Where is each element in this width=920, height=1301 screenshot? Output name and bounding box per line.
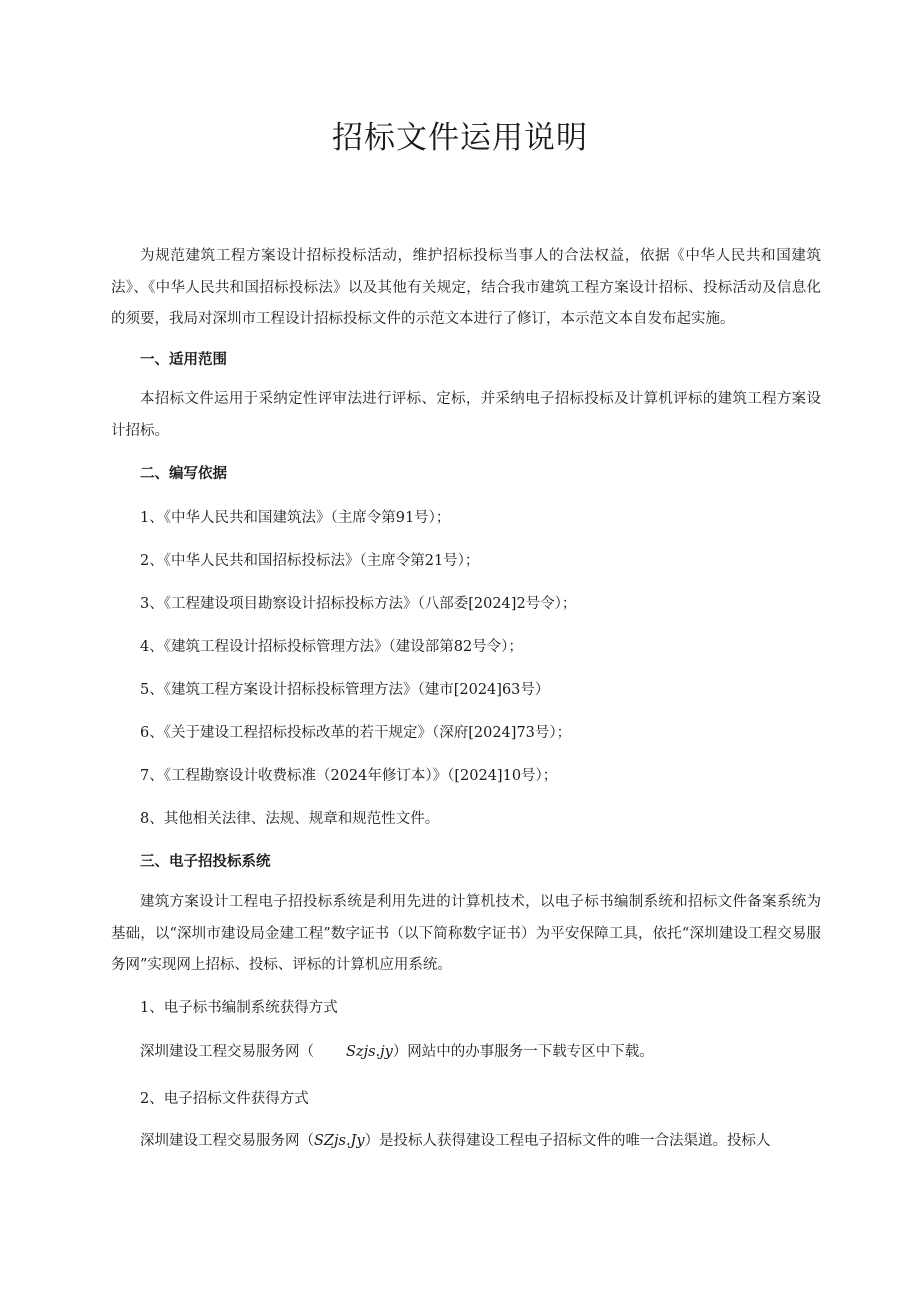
basis-item-3: 3、《工程建设项目勘察设计招标投标方法》（八部委[2024]2号令）； xyxy=(140,596,577,612)
basis-item-8: 8、其他相关法律、法规、规章和规范性文件。 xyxy=(140,811,440,827)
sub-heading-tender-tool: 1、电子标书编制系统获得方式 xyxy=(140,1000,338,1016)
basis-item-5: 5、《建筑工程方案设计招标投标管理方法》（建市[2024]63号） xyxy=(140,682,550,698)
basis-item-1: 1、《中华人民共和国建筑法》（主席令第91号）； xyxy=(140,510,451,526)
tender-file-text-pre: 深圳建设工程交易服务网（ xyxy=(140,1133,314,1149)
section-heading-basis: 二、编写依据 xyxy=(140,465,227,482)
tender-tool-download-line xyxy=(140,1040,654,1061)
website-reference-2: SZjs.Jy xyxy=(314,1133,365,1149)
document-title: 招标文件运用说明 xyxy=(332,120,588,156)
tender-tool-text-pre: 深圳建设工程交易服务网（ xyxy=(140,1044,314,1060)
e-bidding-paragraph: 建筑方案设计工程电子招投标系统是利用先进的计算机技术，以电子标书编制系统和招标文件备案系统为基础，以“深圳市建设局金建工程”数字证书（以下简称数字证书）为平安保障工具，依托“深圳建设工程交易服务网”实现网上招标、投标、评标的计算机应用系统。 xyxy=(111,894,821,973)
basis-item-4: 4、《建筑工程设计招标投标管理方法》（建设部第82号令）； xyxy=(140,639,523,655)
website-reference: Szjs.jy xyxy=(346,1044,393,1060)
section-heading-scope: 一、适用范围 xyxy=(140,351,227,368)
scope-paragraph: 本招标文件运用于采纳定性评审法进行评标、定标，并采纳电子招标投标及计算机评标的建筑工程方案设计招标。 xyxy=(111,391,821,439)
basis-item-7: 7、《工程勘察设计收费标准（2024年修订本）》（[2024]10号）； xyxy=(140,768,558,784)
section-heading-e-bidding: 三、电子招投标系统 xyxy=(140,853,271,870)
intro-paragraph: 为规范建筑工程方案设计招标投标活动，维护招标投标当事人的合法权益，依据《中华人民共和国建筑法》、《中华人民共和国招标投标法》以及其他有关规定，结合我市建筑工程方案设计招标、投标活动及信息化的须要，我局对深圳市工程设计招标投标文件的示范文本进行了修订，本示范文本自发布起实施。 xyxy=(111,248,821,327)
sub-heading-tender-file: 2、电子招标文件获得方式 xyxy=(140,1091,309,1107)
basis-item-2: 2、《中华人民共和国招标投标法》（主席令第21号）； xyxy=(140,553,480,569)
tender-tool-text-post: ）网站中的办事服务一下载专区中下载。 xyxy=(392,1044,654,1060)
tender-file-text-post: ）是投标人获得建设工程电子招标文件的唯一合法渠道。投标人 xyxy=(364,1133,771,1149)
basis-item-6: 6、《关于建设工程招标投标改革的若干规定》（深府[2024]73号）； xyxy=(140,725,572,741)
tender-file-channel-line xyxy=(140,1129,771,1150)
